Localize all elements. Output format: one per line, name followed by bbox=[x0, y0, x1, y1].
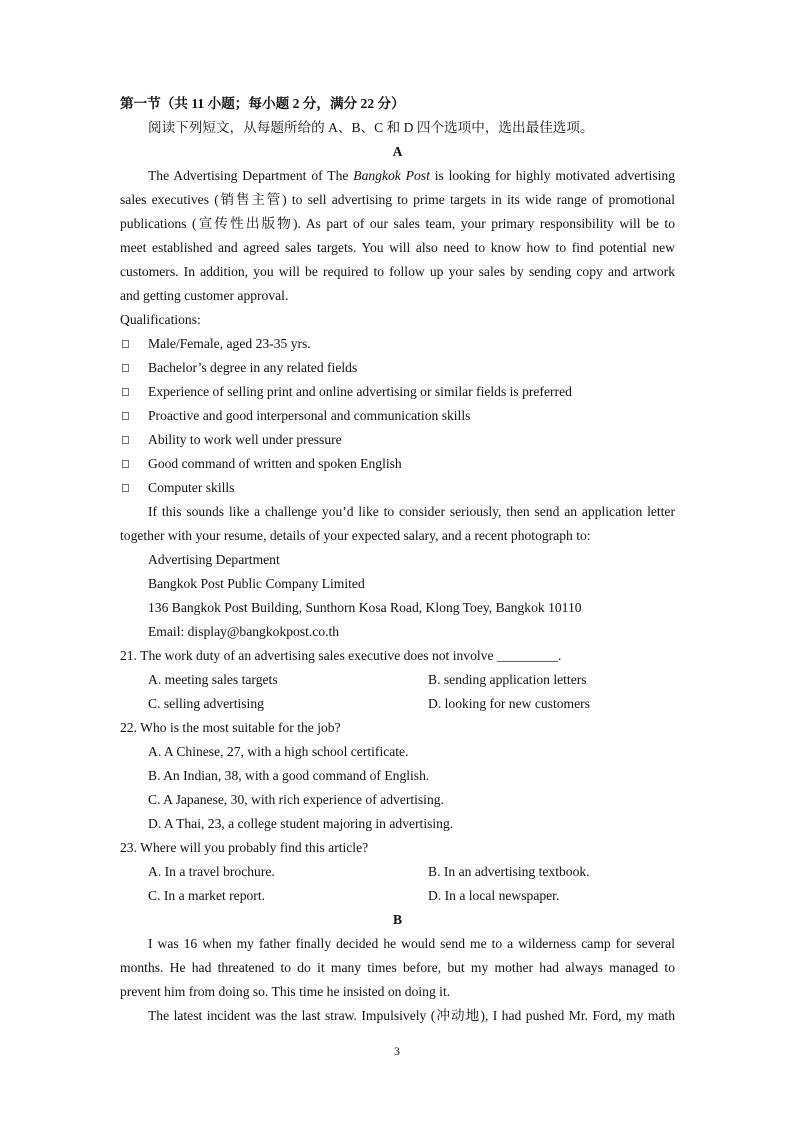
qualification-text: Male/Female, aged 23-35 yrs. bbox=[148, 336, 311, 351]
intro-line: publications (宣传性出版物). As part of our sales team, your primary responsibility will be to bbox=[120, 216, 675, 231]
qualification-text: Proactive and good interpersonal and communication skills bbox=[148, 408, 471, 423]
closing-line: If this sounds like a challenge you’d like to consider seriously, then send an application letter bbox=[148, 504, 675, 519]
address-line: Bangkok Post Public Company Limited bbox=[148, 576, 365, 591]
intro-line bbox=[120, 164, 675, 188]
qualifications-list bbox=[120, 332, 675, 500]
option-d: D. In a local newspaper. bbox=[428, 888, 560, 903]
option-row bbox=[120, 692, 675, 716]
option-c: C. A Japanese, 30, with rich experience of advertising. bbox=[148, 792, 444, 807]
paragraph-line: The latest incident was the last straw. Impulsively (冲动地), I had pushed Mr. Ford, my math bbox=[148, 1008, 675, 1023]
intro-line: and getting customer approval. bbox=[120, 288, 289, 303]
list-item bbox=[120, 404, 675, 428]
passage-b-heading: B bbox=[392, 912, 403, 927]
address-line: 136 Bangkok Post Building, Sunthorn Kosa Road, Klong Toey, Bangkok 10110 bbox=[148, 600, 582, 615]
passage-a-closing bbox=[120, 500, 675, 548]
qualifications-label: Qualifications: bbox=[120, 312, 201, 327]
question-23 bbox=[120, 836, 675, 908]
option-d: D. looking for new customers bbox=[428, 696, 590, 711]
section-instruction: 阅读下列短文，从每题所给的 A、B、C 和 D 四个选项中，选出最佳选项。 bbox=[148, 120, 594, 135]
list-item bbox=[120, 476, 675, 500]
intro-text: The Advertising Department of The bbox=[148, 168, 354, 183]
question-22 bbox=[120, 716, 675, 836]
intro-line: customers. In addition, you will be required to follow up your sales by sending copy and artwork bbox=[120, 264, 675, 279]
option-a: A. meeting sales targets bbox=[148, 672, 278, 687]
bullet-box-icon bbox=[122, 388, 129, 396]
question-stem: 23. Where will you probably find this article? bbox=[120, 840, 369, 855]
list-item bbox=[120, 452, 675, 476]
bullet-box-icon bbox=[122, 436, 129, 444]
qualification-text: Computer skills bbox=[148, 480, 235, 495]
bullet-box-icon bbox=[122, 460, 129, 468]
bullet-box-icon bbox=[122, 412, 129, 420]
section-title: 第一节（共 11 小题；每小题 2 分，满分 22 分） bbox=[120, 96, 405, 111]
mailing-address bbox=[120, 548, 675, 644]
exam-page bbox=[120, 92, 675, 1028]
list-item bbox=[120, 332, 675, 356]
newspaper-name: Bangkok Post bbox=[353, 168, 430, 183]
option-d: D. A Thai, 23, a college student majoring in advertising. bbox=[148, 816, 454, 831]
passage-b-paragraph-2 bbox=[120, 1004, 675, 1028]
paragraph-line: prevent him from doing so. This time he insisted on doing it. bbox=[120, 984, 451, 999]
option-row bbox=[120, 668, 675, 692]
option-c: C. selling advertising bbox=[148, 696, 264, 711]
list-item bbox=[120, 380, 675, 404]
qualification-text: Bachelor’s degree in any related fields bbox=[148, 360, 358, 375]
passage-a-intro bbox=[120, 164, 675, 308]
passage-b-paragraph-1 bbox=[120, 932, 675, 1004]
bullet-box-icon bbox=[122, 340, 129, 348]
option-a: A. A Chinese, 27, with a high school certificate. bbox=[148, 744, 409, 759]
intro-line: sales executives (销售主管) to sell advertising to prime targets in its wide range of promotional bbox=[120, 192, 675, 207]
intro-text: is looking for highly motivated advertising bbox=[429, 168, 675, 183]
list-item bbox=[120, 428, 675, 452]
closing-line: together with your resume, details of your expected salary, and a recent photograph to: bbox=[120, 528, 591, 543]
paragraph-line: I was 16 when my father finally decided he would send me to a wilderness camp for several bbox=[148, 936, 675, 951]
page-number: 3 bbox=[394, 1044, 400, 1058]
option-row bbox=[120, 884, 675, 908]
bullet-box-icon bbox=[122, 364, 129, 372]
question-stem: 22. Who is the most suitable for the job? bbox=[120, 720, 341, 735]
option-b: B. In an advertising textbook. bbox=[428, 864, 590, 879]
address-line: Advertising Department bbox=[148, 552, 280, 567]
question-21 bbox=[120, 644, 675, 716]
option-b: B. An Indian, 38, with a good command of English. bbox=[148, 768, 430, 783]
option-b: B. sending application letters bbox=[428, 672, 587, 687]
intro-line: meet established and agreed sales targets. You will also need to know how to find potential new bbox=[120, 240, 675, 255]
qualification-text: Good command of written and spoken English bbox=[148, 456, 402, 471]
question-stem: 21. The work duty of an advertising sales executive does not involve _________. bbox=[120, 648, 562, 663]
email-line: Email: display@bangkokpost.co.th bbox=[148, 624, 340, 639]
passage-a-heading: A bbox=[392, 144, 403, 159]
option-c: C. In a market report. bbox=[148, 888, 266, 903]
list-item bbox=[120, 356, 675, 380]
qualification-text: Experience of selling print and online advertising or similar fields is preferred bbox=[148, 384, 572, 399]
option-row bbox=[120, 860, 675, 884]
paragraph-line: months. He had threatened to do it many times before, but my mother had always managed to bbox=[120, 960, 675, 975]
qualification-text: Ability to work well under pressure bbox=[148, 432, 342, 447]
bullet-box-icon bbox=[122, 484, 129, 492]
option-a: A. In a travel brochure. bbox=[148, 864, 275, 879]
